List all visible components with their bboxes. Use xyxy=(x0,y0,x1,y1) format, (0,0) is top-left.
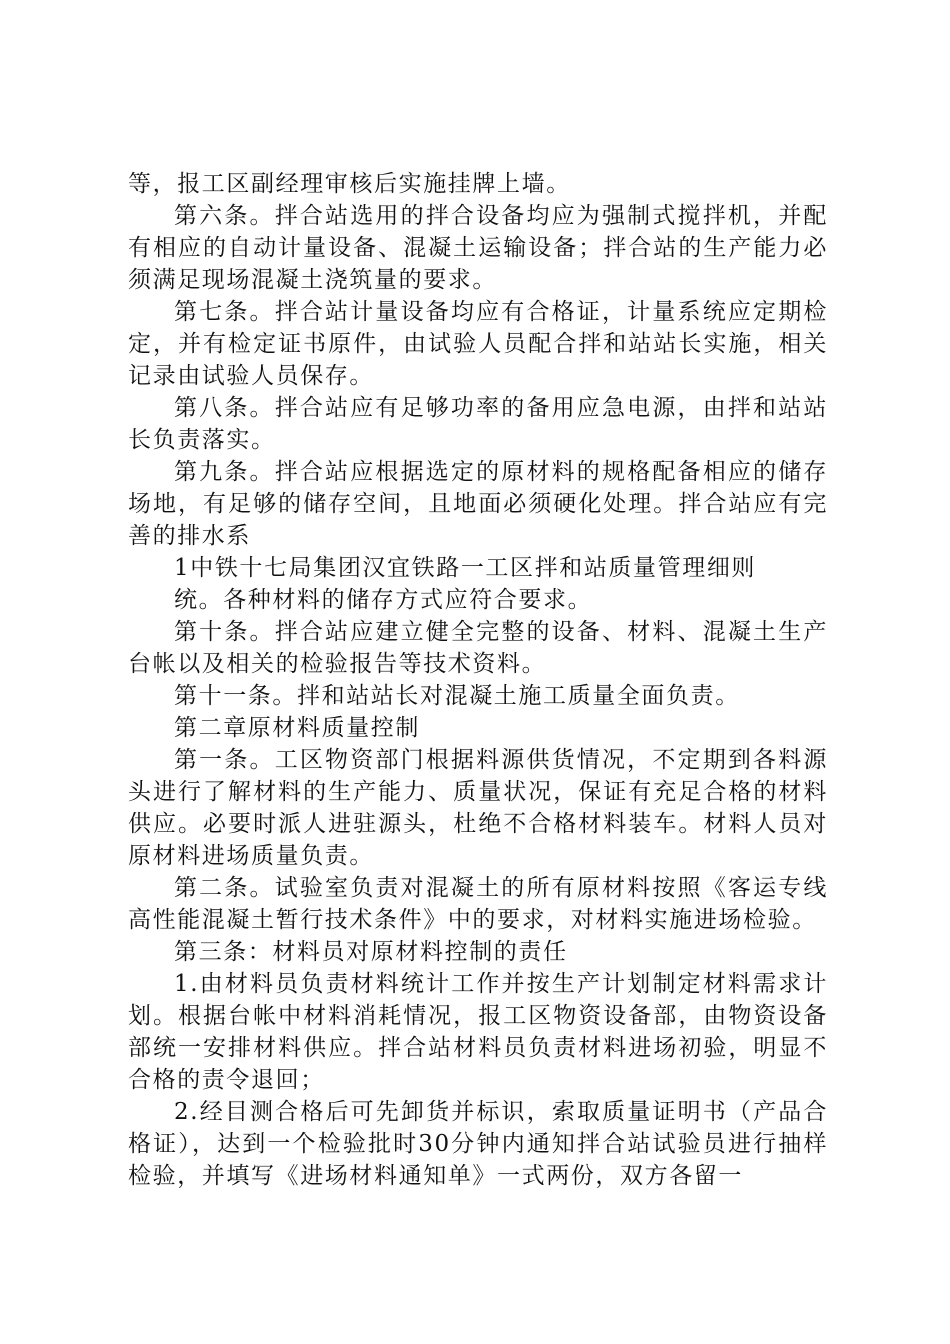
document-body xyxy=(128,168,828,1192)
paragraph-article-11: 第十一条。拌和站站长对混凝土施工质量全面负责。 xyxy=(174,683,740,709)
chapter-heading: 第二章原材料质量控制 xyxy=(174,715,420,741)
list-item-1: 1.由材料员负责材料统计工作并按生产计划制定材料需求计划。根据台帐中材料消耗情况，报工区物资设备部，由物资设备部统一安排材料供应。拌合站材料员负责材料进场初验，明显不合格的责令退回； xyxy=(128,971,828,1093)
page-footer-title: 1中铁十七局集团汉宜铁路一工区拌和站质量管理细则 xyxy=(174,555,757,581)
paragraph-chapter2-article-1: 第一条。工区物资部门根据料源供货情况，不定期到各料源头进行了解材料的生产能力、质量状况，保证有充足合格的材料供应。必要时派人进驻源头，杜绝不合格材料装车。材料人员对原材料进场质量负责。 xyxy=(128,747,828,869)
list-item-2: 2.经目测合格后可先卸货并标识，索取质量证明书（产品合格证），达到一个检验批时30分钟内通知拌合站试验员进行抽样检验，并填写《进场材料通知单》一式两份，双方各留一 xyxy=(128,1099,828,1189)
paragraph-article-8: 第八条。拌合站应有足够功率的备用应急电源，由拌和站站长负责落实。 xyxy=(128,395,828,453)
paragraph-article-7: 第七条。拌合站计量设备均应有合格证，计量系统应定期检定，并有检定证书原件，由试验人员配合拌和站站长实施，相关记录由试验人员保存。 xyxy=(128,299,828,389)
paragraph-article-10: 第十条。拌合站应建立健全完整的设备、材料、混凝土生产台帐以及相关的检验报告等技术资料。 xyxy=(128,619,828,677)
paragraph: 等，报工区副经理审核后实施挂牌上墙。 xyxy=(128,171,571,197)
paragraph-continuation: 统。各种材料的储存方式应符合要求。 xyxy=(174,587,593,613)
paragraph-article-6: 第六条。拌合站选用的拌合设备均应为强制式搅拌机，并配有相应的自动计量设备、混凝土运输设备；拌合站的生产能力必须满足现场混凝土浇筑量的要求。 xyxy=(128,203,828,293)
paragraph-chapter2-article-3: 第三条：材料员对原材料控制的责任 xyxy=(174,939,568,965)
paragraph-chapter2-article-2: 第二条。试验室负责对混凝土的所有原材料按照《客运专线高性能混凝土暂行技术条件》中的要求，对材料实施进场检验。 xyxy=(128,875,828,933)
paragraph-article-9: 第九条。拌合站应根据选定的原材料的规格配备相应的储存场地，有足够的储存空间，且地面必须硬化处理。拌合站应有完善的排水系 xyxy=(128,459,828,549)
